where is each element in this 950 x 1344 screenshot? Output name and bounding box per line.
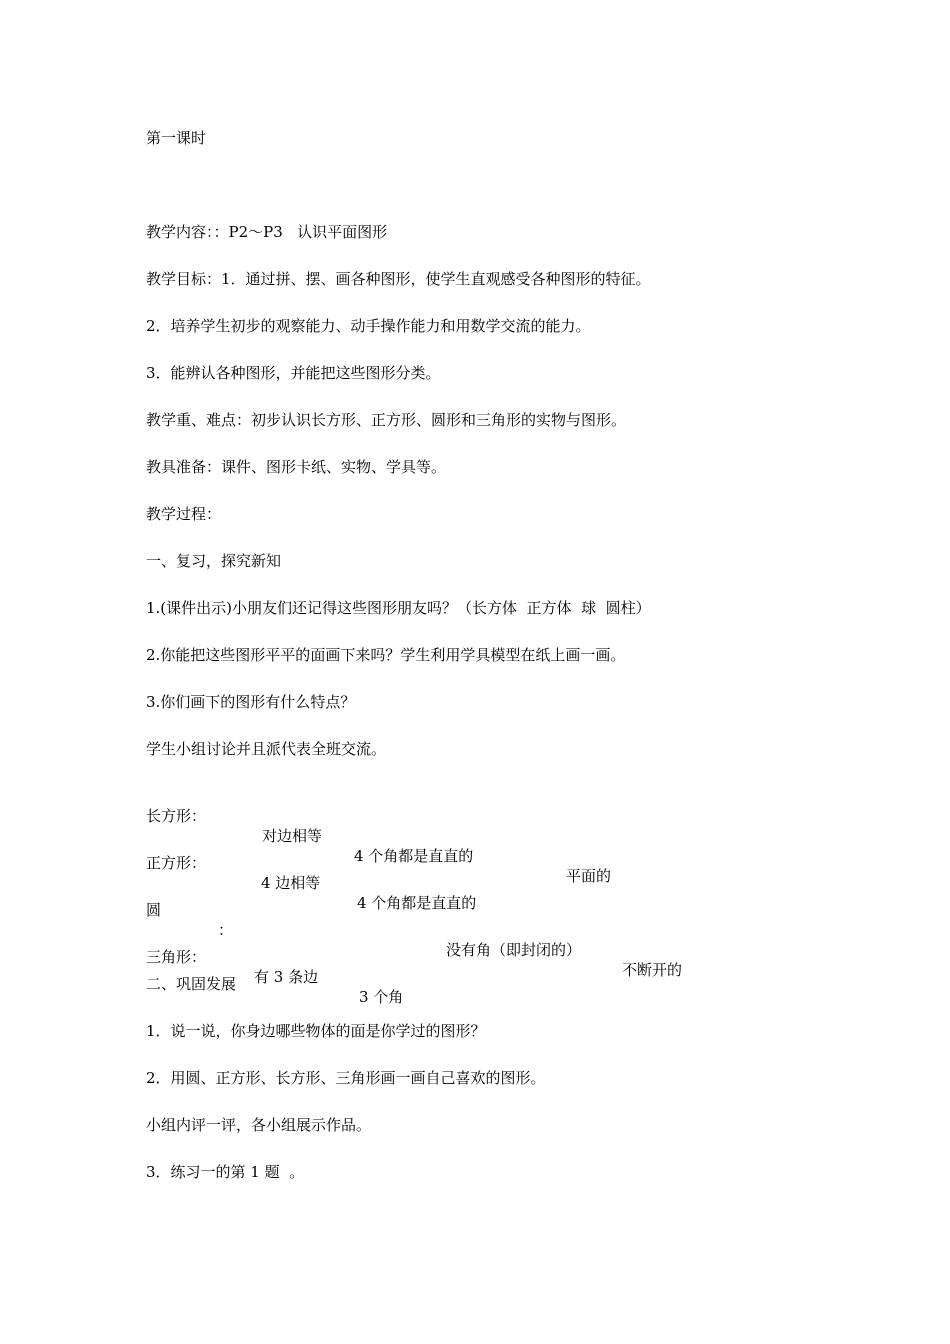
teaching-goal-3: 3．能辨认各种图形，并能把这些图形分类。: [146, 364, 441, 382]
teaching-goal-2: 2．培养学生初步的观察能力、动手操作能力和用数学交流的能力。: [146, 317, 591, 335]
lesson-title: 第一课时: [146, 129, 207, 147]
practice-3: 3．练习一的第 1 题 。: [146, 1163, 305, 1181]
question-2: 2.你能把这些图形平平的面画下来吗？学生利用学具模型在纸上画一画。: [146, 646, 626, 664]
shape-feature: 3 个角: [359, 988, 404, 1006]
shape-colon: ：: [218, 921, 234, 939]
shape-name: 正方形：: [146, 854, 207, 872]
teaching-process-heading: 教学过程：: [146, 505, 222, 523]
teaching-goal-1: 教学目标：1．通过拼、摆、画各种图形，使学生直观感受各种图形的特征。: [146, 270, 651, 288]
shape-feature: 对边相等: [262, 827, 323, 845]
shape-feature: 不断开的: [622, 961, 683, 979]
shape-feature: 平面的: [566, 867, 612, 885]
shape-feature: 4 个角都是直直的: [354, 847, 474, 865]
shape-feature: 4 边相等: [261, 874, 321, 892]
shape-feature: 没有角（即封闭的）: [446, 941, 582, 959]
shape-name: 圆: [146, 901, 162, 919]
review-note: 小组内评一评，各小组展示作品。: [146, 1116, 372, 1134]
section-1-heading: 一、复习，探究新知: [146, 552, 282, 570]
shape-feature: 有 3 条边: [254, 968, 319, 986]
shape-name: 长方形：: [146, 807, 207, 825]
question-1: 1.(课件出示)小朋友们还记得这些图形朋友吗？（长方体 正方体 球 圆柱）: [146, 599, 651, 617]
practice-1: 1．说一说，你身边哪些物体的面是你学过的图形？: [146, 1022, 486, 1040]
teaching-focus: 教学重、难点：初步认识长方形、正方形、圆形和三角形的实物与图形。: [146, 411, 627, 429]
teaching-tools: 教具准备：课件、图形卡纸、实物、学具等。: [146, 458, 447, 476]
practice-2: 2．用圆、正方形、长方形、三角形画一画自己喜欢的图形。: [146, 1069, 546, 1087]
shape-name: 三角形：: [146, 948, 207, 966]
question-3: 3.你们画下的图形有什么特点？: [146, 693, 356, 711]
teaching-content: 教学内容：：P2～P3 认识平面图形: [146, 223, 388, 241]
shape-feature: 4 个角都是直直的: [357, 894, 477, 912]
section-2-heading: 二、巩固发展: [146, 975, 237, 993]
discussion-note: 学生小组讨论并且派代表全班交流。: [146, 740, 387, 758]
